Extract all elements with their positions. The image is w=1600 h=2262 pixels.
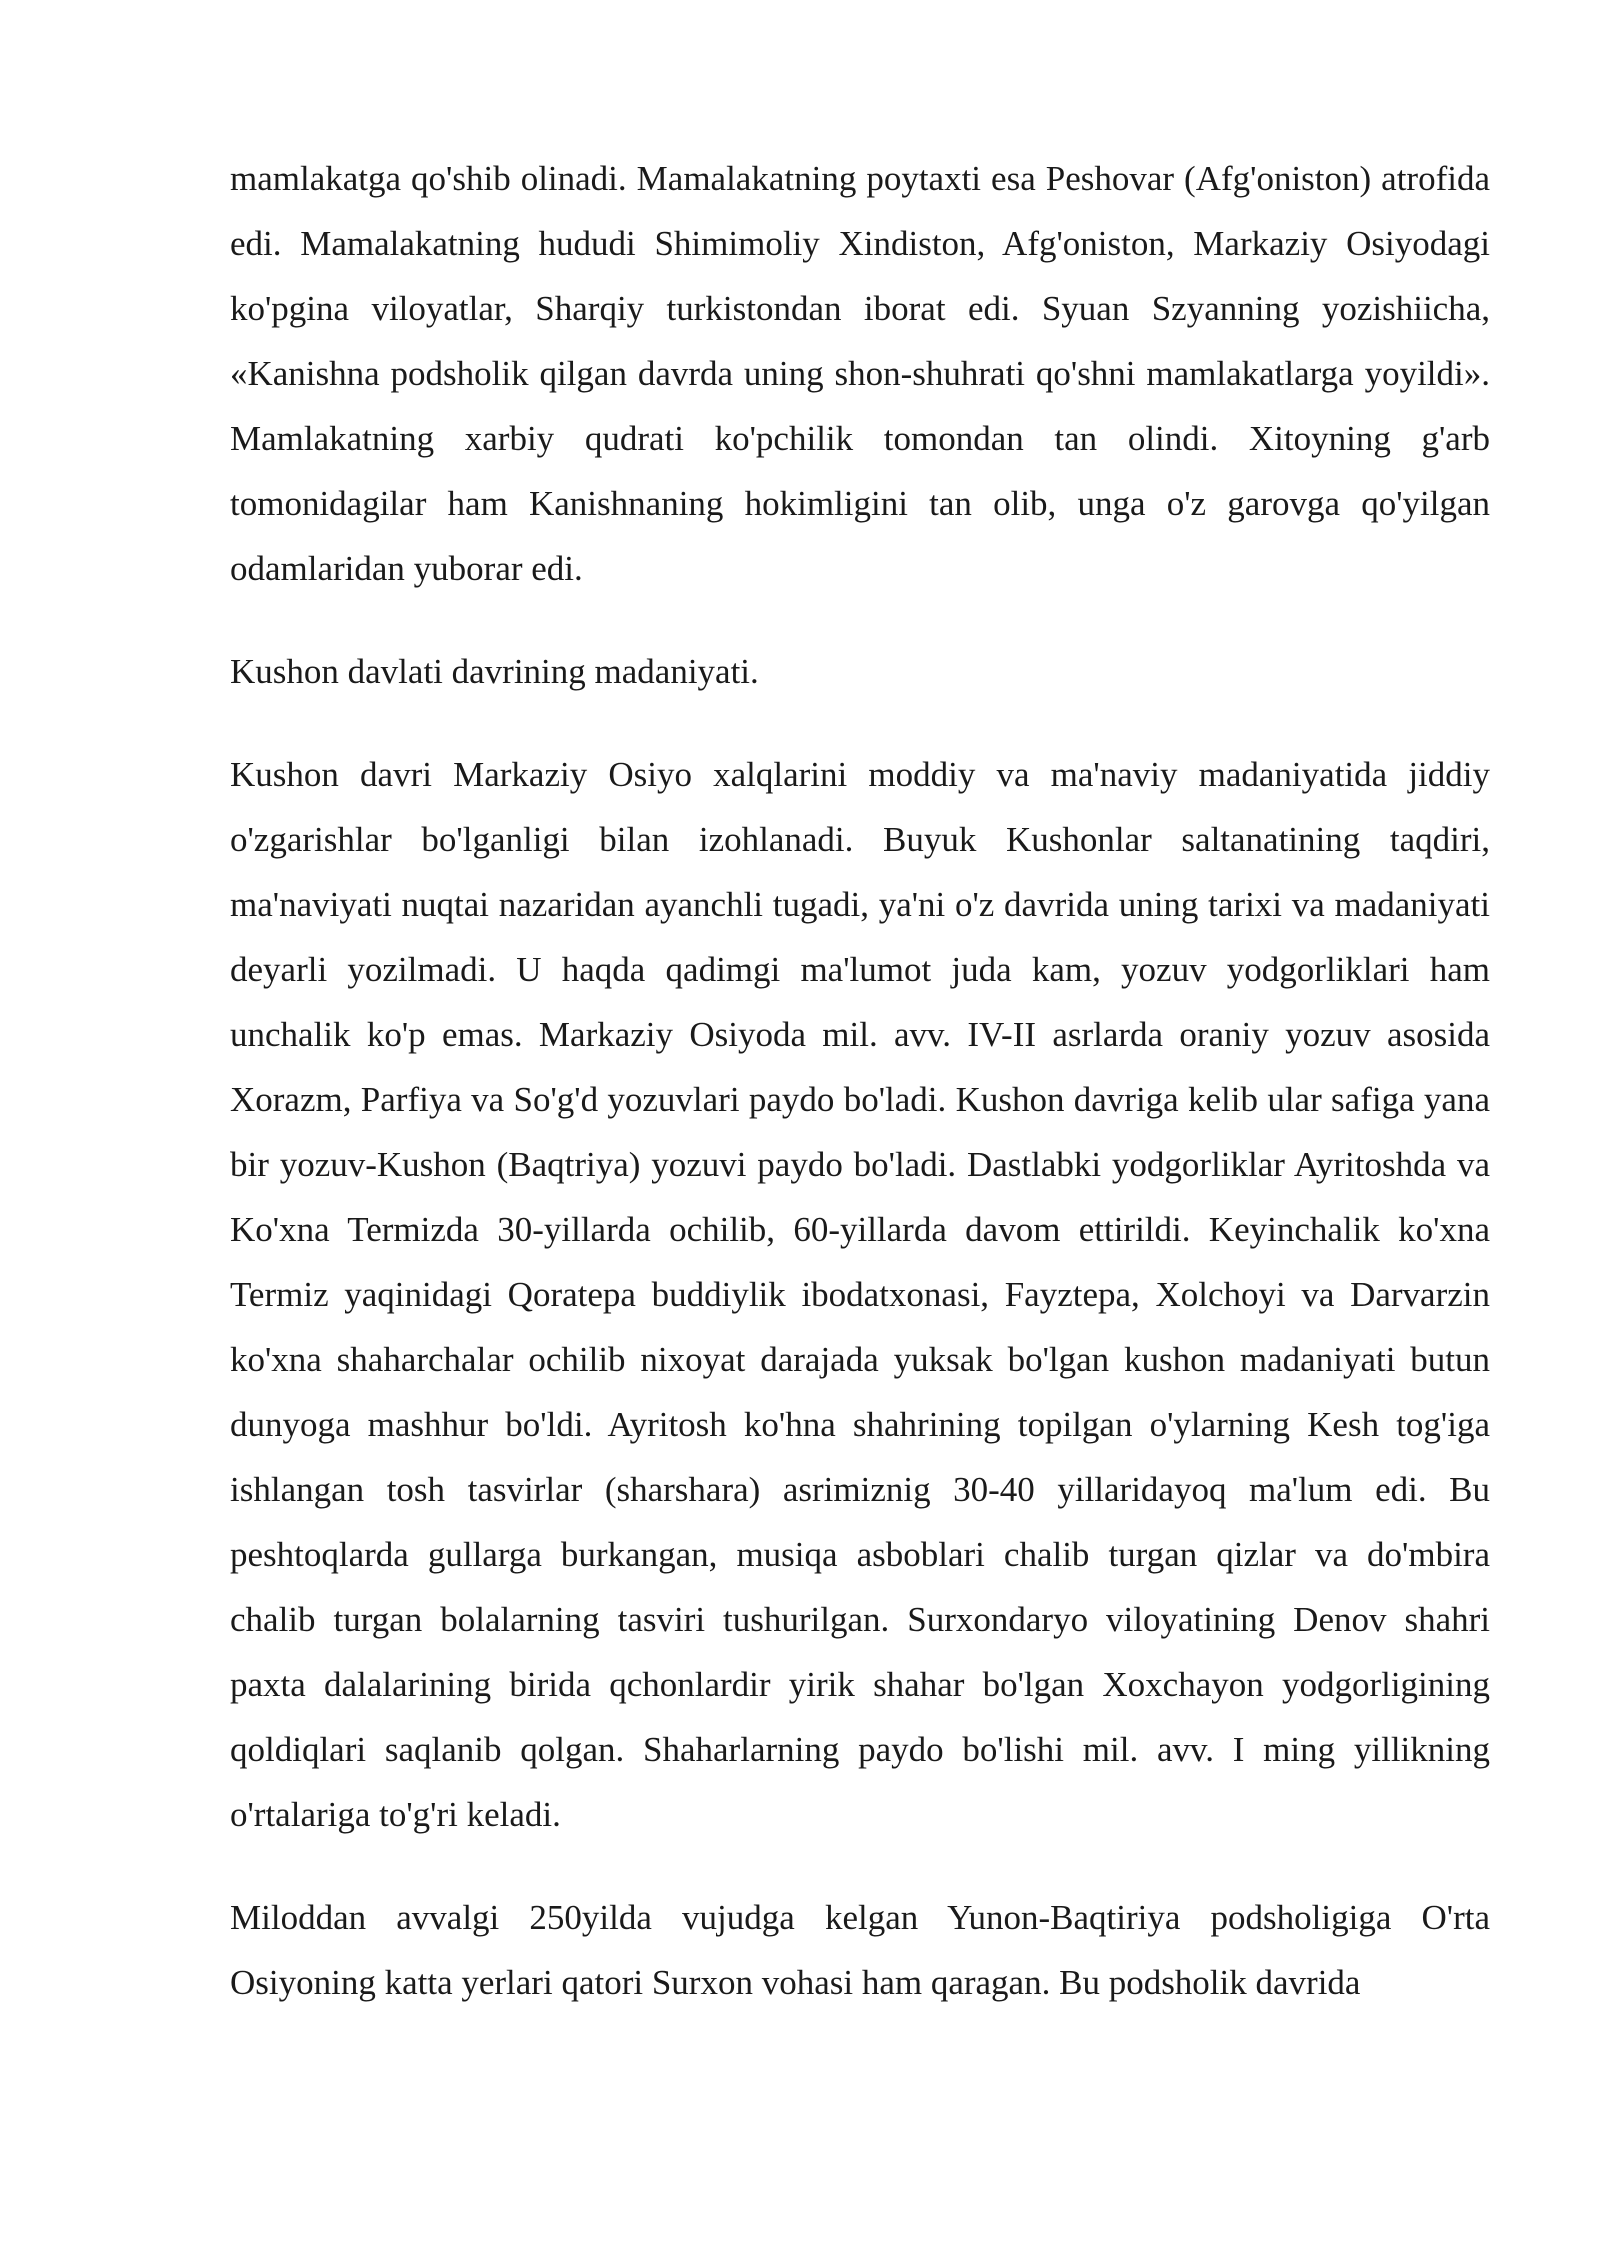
section-heading: Kushon davlati davrining madaniyati. <box>230 652 759 691</box>
paragraph-2: Kushon davri Markaziy Osiyo xalqlarini moddiy va ma'naviy madaniyatida jiddiy o'zgarishlar bo'lganligi bilan izohlanadi. Buyuk Kushonlar saltanatining taqdiri, ma'naviyati nuqtai nazaridan ayanchli tugadi, ya'ni o'z davrida uning tarixi va madaniyati deyarli yozilmadi. U haqda qadimgi ma'lumot juda kam, yozuv yodgorliklari ham unchalik ko'p emas. Markaziy Osiyoda mil. avv. IV-II asrlarda oraniy yozuv asosida Xorazm, Parfiya va So'g'd yozuvlari paydo bo'ladi. Kushon davriga kelib ular safiga yana bir yozuv-Kushon (Baqtriya) yozuvi paydo bo'ladi. Dastlabki yodgorliklar Ayritoshda va Ko'xna Termizda 30-yillarda ochilib, 60-yillarda davom ettirildi. Keyinchalik ko'xna Termiz yaqinidagi Qoratepa buddiylik ibodatxonasi, Fayztepa, Xolchoyi va Darvarzin ko'xna shaharchalar ochilib nixoyat darajada yuksak bo'lgan kushon madaniyati butun dunyoga mashhur bo'ldi. Ayritosh ko'hna shahrining topilgan o'ylarning Kesh tog'iga ishlangan tosh tasvirlar (sharshara) asrimiznig 30-40 yillaridayoq ma'lum edi. Bu peshtoqlarda gullarga burkangan, musiqa asboblari chalib turgan qizlar va do'mbira chalib turgan bolalarning tasviri tushurilgan. Surxondaryo viloyatining Denov shahri paxta dalalarining birida qchonlardir yirik shahar bo'lgan Xoxchayon yodgorligining qoldiqlari saqlanib qolgan. Shaharlarning paydo bo'lishi mil. avv. I ming yillikning o'rtalariga to'g'ri keladi. <box>230 755 1490 1834</box>
paragraph-1: mamlakatga qo'shib olinadi. Mamalakatning poytaxti esa Peshovar (Afg'oniston) atrofida edi. Mamalakatning hududi Shimimoliy Xindiston, Afg'oniston, Markaziy Osiyodagi ko'pgina viloyatlar, Sharqiy turkistondan iborat edi. Syuan Szyanning yozishiicha, «Kanishna podsholik qilgan davrda uning shon-shuhrati qo'shni mamlakatlarga yoyildi». Mamlakatning xarbiy qudrati ko'pchilik tomondan tan olindi. Xitoyning g'arb tomonidagilar ham Kanishnaning hokimligini tan olib, unga o'z garovga qo'yilgan odamlaridan yuborar edi. <box>230 159 1490 588</box>
document-body <box>230 146 1490 2053</box>
paragraph-3: Miloddan avvalgi 250yilda vujudga kelgan Yunon-Baqtiriya podsholigiga O'rta Osiyoning katta yerlari qatori Surxon vohasi ham qaragan. Bu podsholik davrida <box>230 1898 1490 2002</box>
